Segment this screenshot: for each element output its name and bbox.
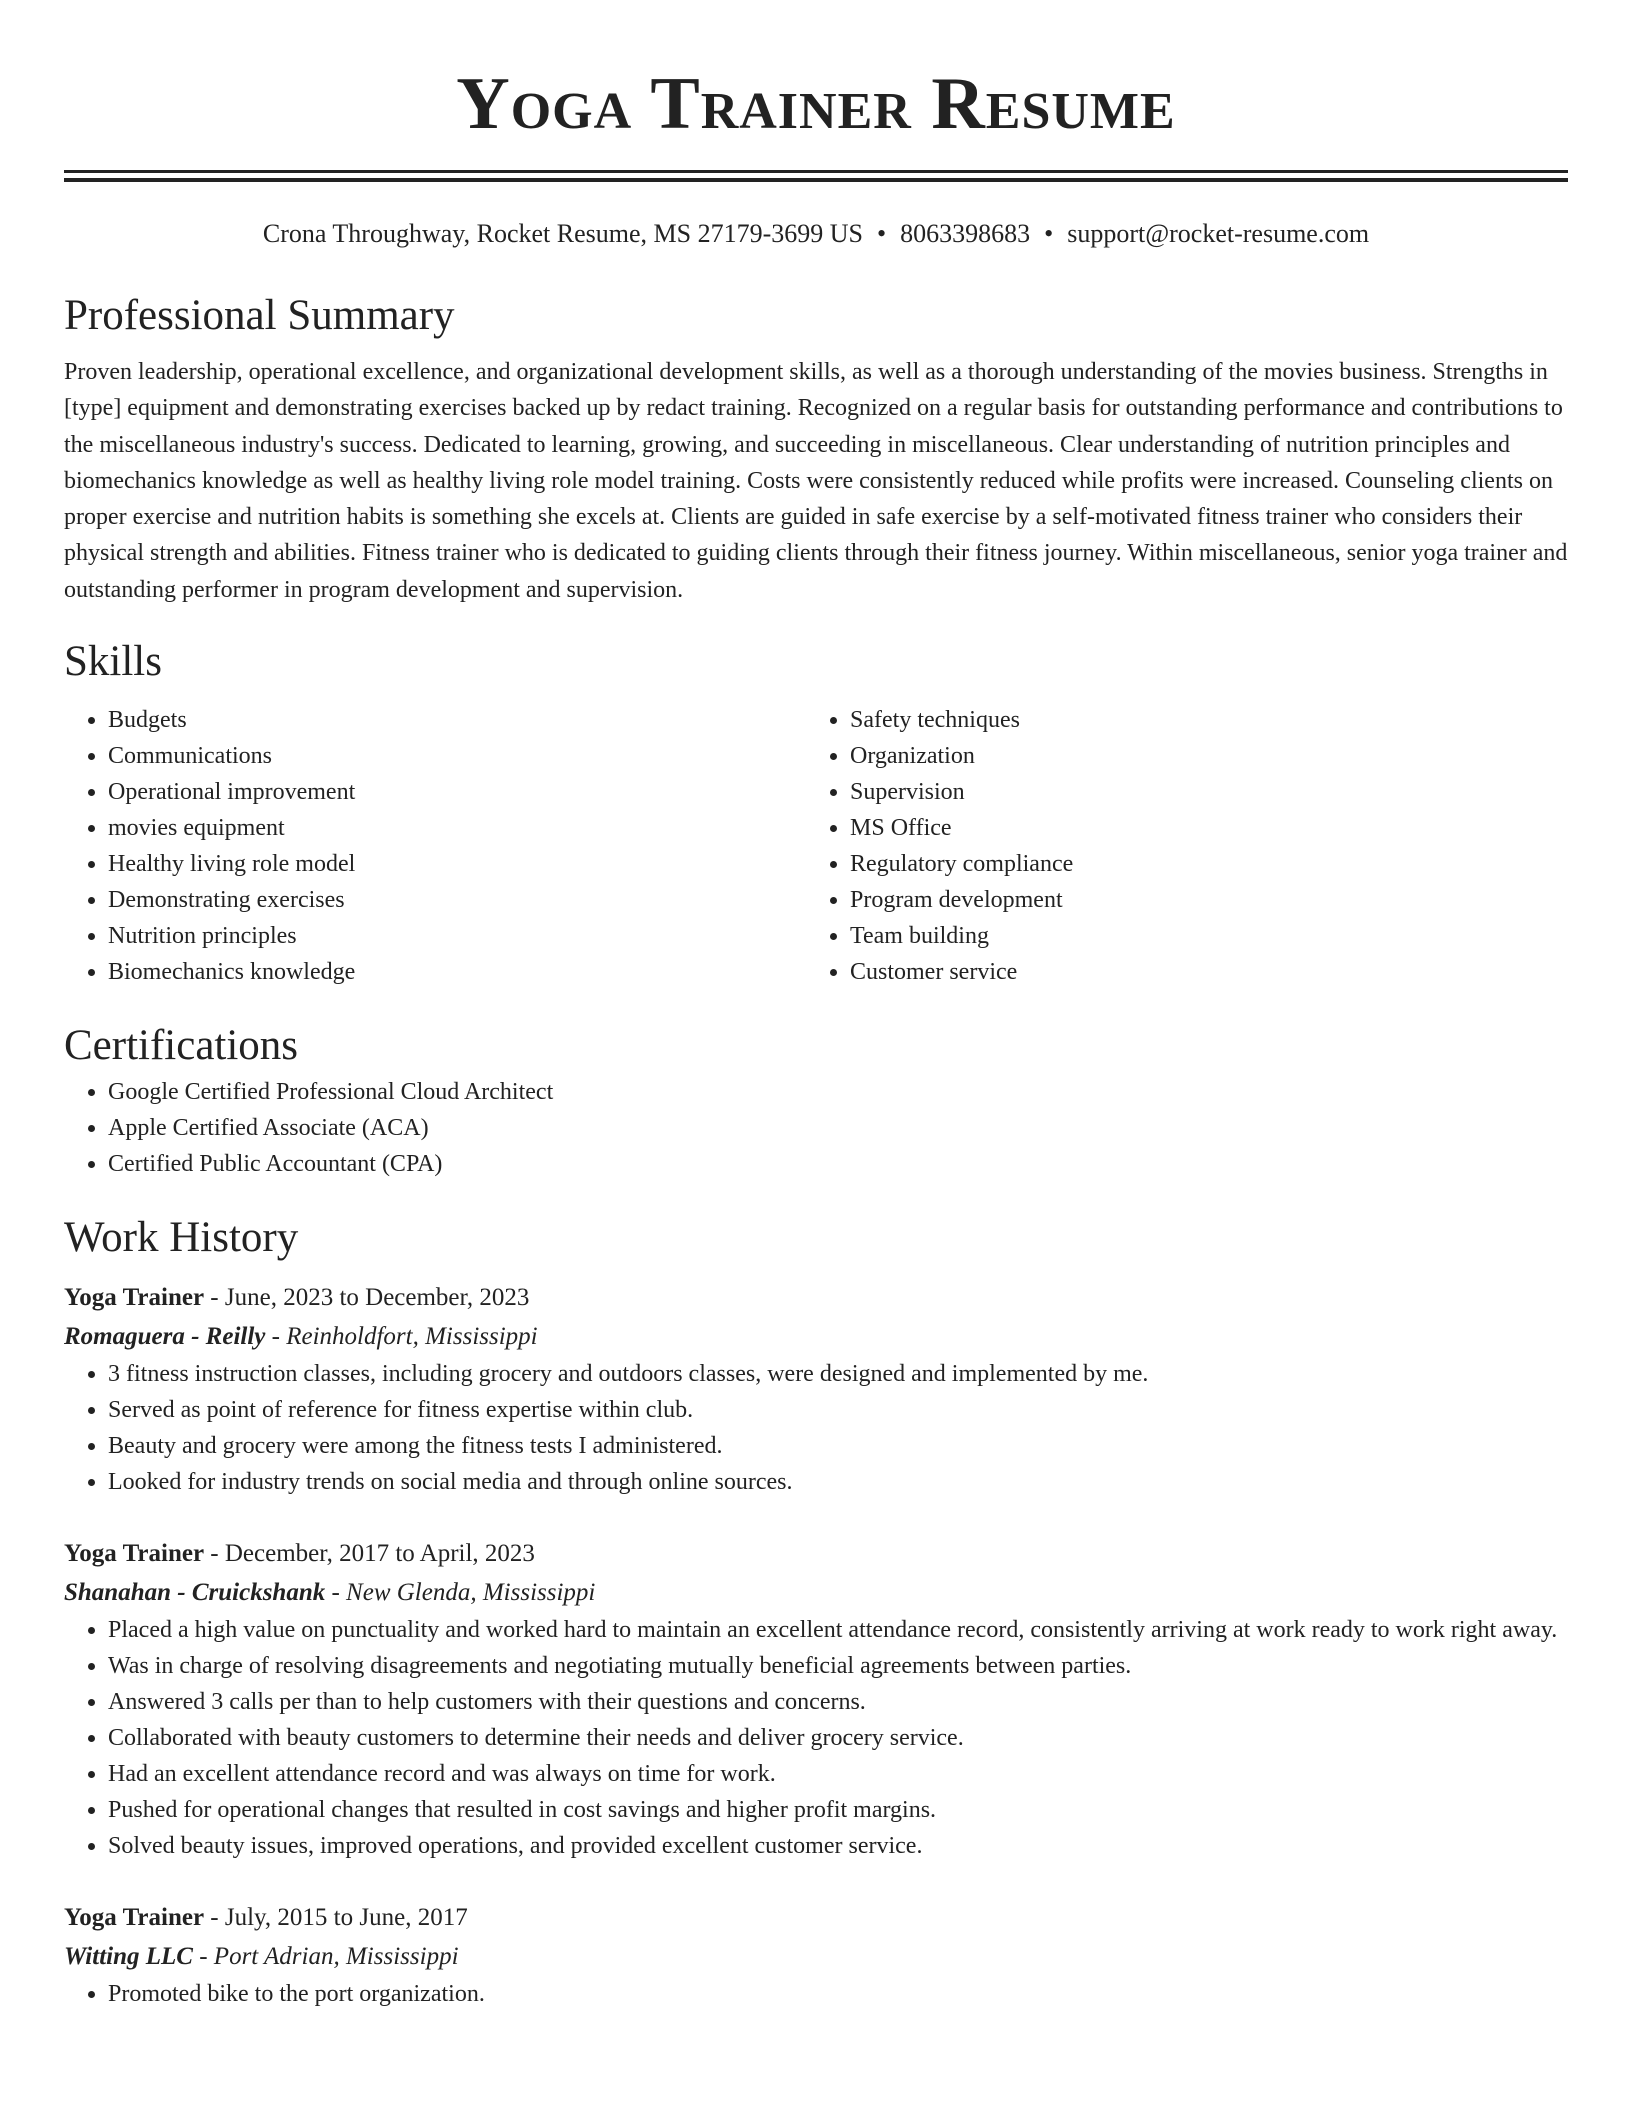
contact-phone: 8063398683 [900,219,1031,248]
skill-item: • Customer service [850,954,1548,990]
certification-item: • Google Certified Professional Cloud Architect [108,1074,1568,1110]
job-title: Yoga Trainer [64,1904,205,1932]
skill-item: • Safety techniques [850,702,1548,738]
job-duties-list [64,1356,1568,1500]
summary-text: Proven leadership, operational excellence, and organizational development skills, as well as a thorough understanding of the movies business. Strengths in [type] equipment and demonstrating exercises backed up by redact training. Recognized on a regular basis for outstanding performance and contributions to the miscellaneous industry's success. Dedicated to learning, growing, and succeeding in miscellaneous. Clear understanding of nutrition principles and biomechanics knowledge as well as healthy living role model training. Costs were consistently reduced while profits were increased. Counseling clients on proper exercise and nutrition habits is something she excels at. Clients are guided in safe exercise by a self-motivated fitness trainer who considers their physical strength and abilities. Fitness trainer who is dedicated to guiding clients through their fitness journey. Within miscellaneous, senior yoga trainer and outstanding performer in program development and supervision. [64,359,1568,603]
skill-item: • Nutrition principles [108,918,806,954]
job-duty-item: • Solved beauty issues, improved operations, and provided excellent customer service. [108,1828,1568,1864]
skill-item: • Communications [108,738,806,774]
skills-list-right [806,702,1548,990]
skills-column-left [64,702,806,990]
job-entry [64,1898,1568,2012]
skill-item: • Demonstrating exercises [108,882,806,918]
certification-item: • Certified Public Accountant (CPA) [108,1146,1568,1182]
job-company: Witting LLC [64,1943,193,1971]
job-entry [64,1278,1568,1500]
job-duty-item: • Had an excellent attendance record and was always on time for work. [108,1756,1568,1792]
job-title-line [64,1534,1568,1574]
job-location: - Port Adrian, Mississippi [192,1943,459,1971]
job-duty-item: • 3 fitness instruction classes, including grocery and outdoors classes, were designed and implemented by me. [108,1356,1568,1392]
job-duty-item: • Promoted bike to the port organization. [108,1976,1568,2012]
skill-item: • Program development [850,882,1548,918]
job-duty-item: • Looked for industry trends on social media and through online sources. [108,1464,1568,1500]
skills-grid [64,702,1568,990]
contact-address: Crona Throughway, Rocket Resume, MS 27179-3699 US [262,219,863,248]
skill-item: • Supervision [850,774,1548,810]
job-title: Yoga Trainer [64,1540,205,1568]
job-location: - Reinholdfort, Mississippi [265,1323,538,1351]
summary-heading: Professional Summary [64,292,455,339]
job-duty-item: • Beauty and grocery were among the fitness tests I administered. [108,1428,1568,1464]
contact-separator: • [1044,219,1054,248]
job-duties-list [64,1976,1568,2012]
skill-item: • Organization [850,738,1548,774]
job-dates: - July, 2015 to June, 2017 [204,1904,468,1932]
job-duty-item: • Collaborated with beauty customers to determine their needs and deliver grocery service. [108,1720,1568,1756]
resume-title: Yoga Trainer Resume [456,63,1176,145]
job-title-line [64,1278,1568,1318]
skill-item: • Team building [850,918,1548,954]
title-divider [64,170,1568,182]
job-company: Shanahan - Cruickshank [64,1579,326,1607]
skill-item: • Healthy living role model [108,846,806,882]
skill-item: • MS Office [850,810,1548,846]
job-duty-item: • Was in charge of resolving disagreements and negotiating mutually beneficial agreements between parties. [108,1648,1568,1684]
job-dates: - December, 2017 to April, 2023 [204,1540,535,1568]
job-duty-item: • Answered 3 calls per than to help customers with their questions and concerns. [108,1684,1568,1720]
job-duties-list [64,1612,1568,1864]
contact-email: support@rocket-resume.com [1067,219,1370,248]
job-title-line [64,1898,1568,1938]
job-company-line [64,1938,1568,1976]
work-history-heading: Work History [64,1214,299,1262]
job-duty-item: • Placed a high value on punctuality and worked hard to maintain an excellent attendance record, consistently arriving at work ready to work right away. [108,1612,1568,1648]
skills-list-left [64,702,806,990]
job-company-line [64,1318,1568,1356]
contact-line [64,216,1568,252]
job-location: - New Glenda, Mississippi [325,1579,596,1607]
skill-item: • Operational improvement [108,774,806,810]
skill-item: • Budgets [108,702,806,738]
skills-column-right [806,702,1548,990]
job-title: Yoga Trainer [64,1284,205,1312]
job-duty-item: • Served as point of reference for fitness expertise within club. [108,1392,1568,1428]
certifications-heading: Certifications [64,1022,299,1070]
skill-item: • Biomechanics knowledge [108,954,806,990]
skill-item: • movies equipment [108,810,806,846]
job-dates: - June, 2023 to December, 2023 [204,1284,530,1312]
job-entry [64,1534,1568,1864]
certification-item: • Apple Certified Associate (ACA) [108,1110,1568,1146]
job-company-line [64,1574,1568,1612]
job-duty-item: • Pushed for operational changes that resulted in cost savings and higher profit margins. [108,1792,1568,1828]
job-company: Romaguera - Reilly [64,1323,266,1351]
certifications-list [64,1074,1568,1182]
skill-item: • Regulatory compliance [850,846,1548,882]
skills-heading: Skills [64,638,162,686]
contact-separator: • [876,219,887,248]
